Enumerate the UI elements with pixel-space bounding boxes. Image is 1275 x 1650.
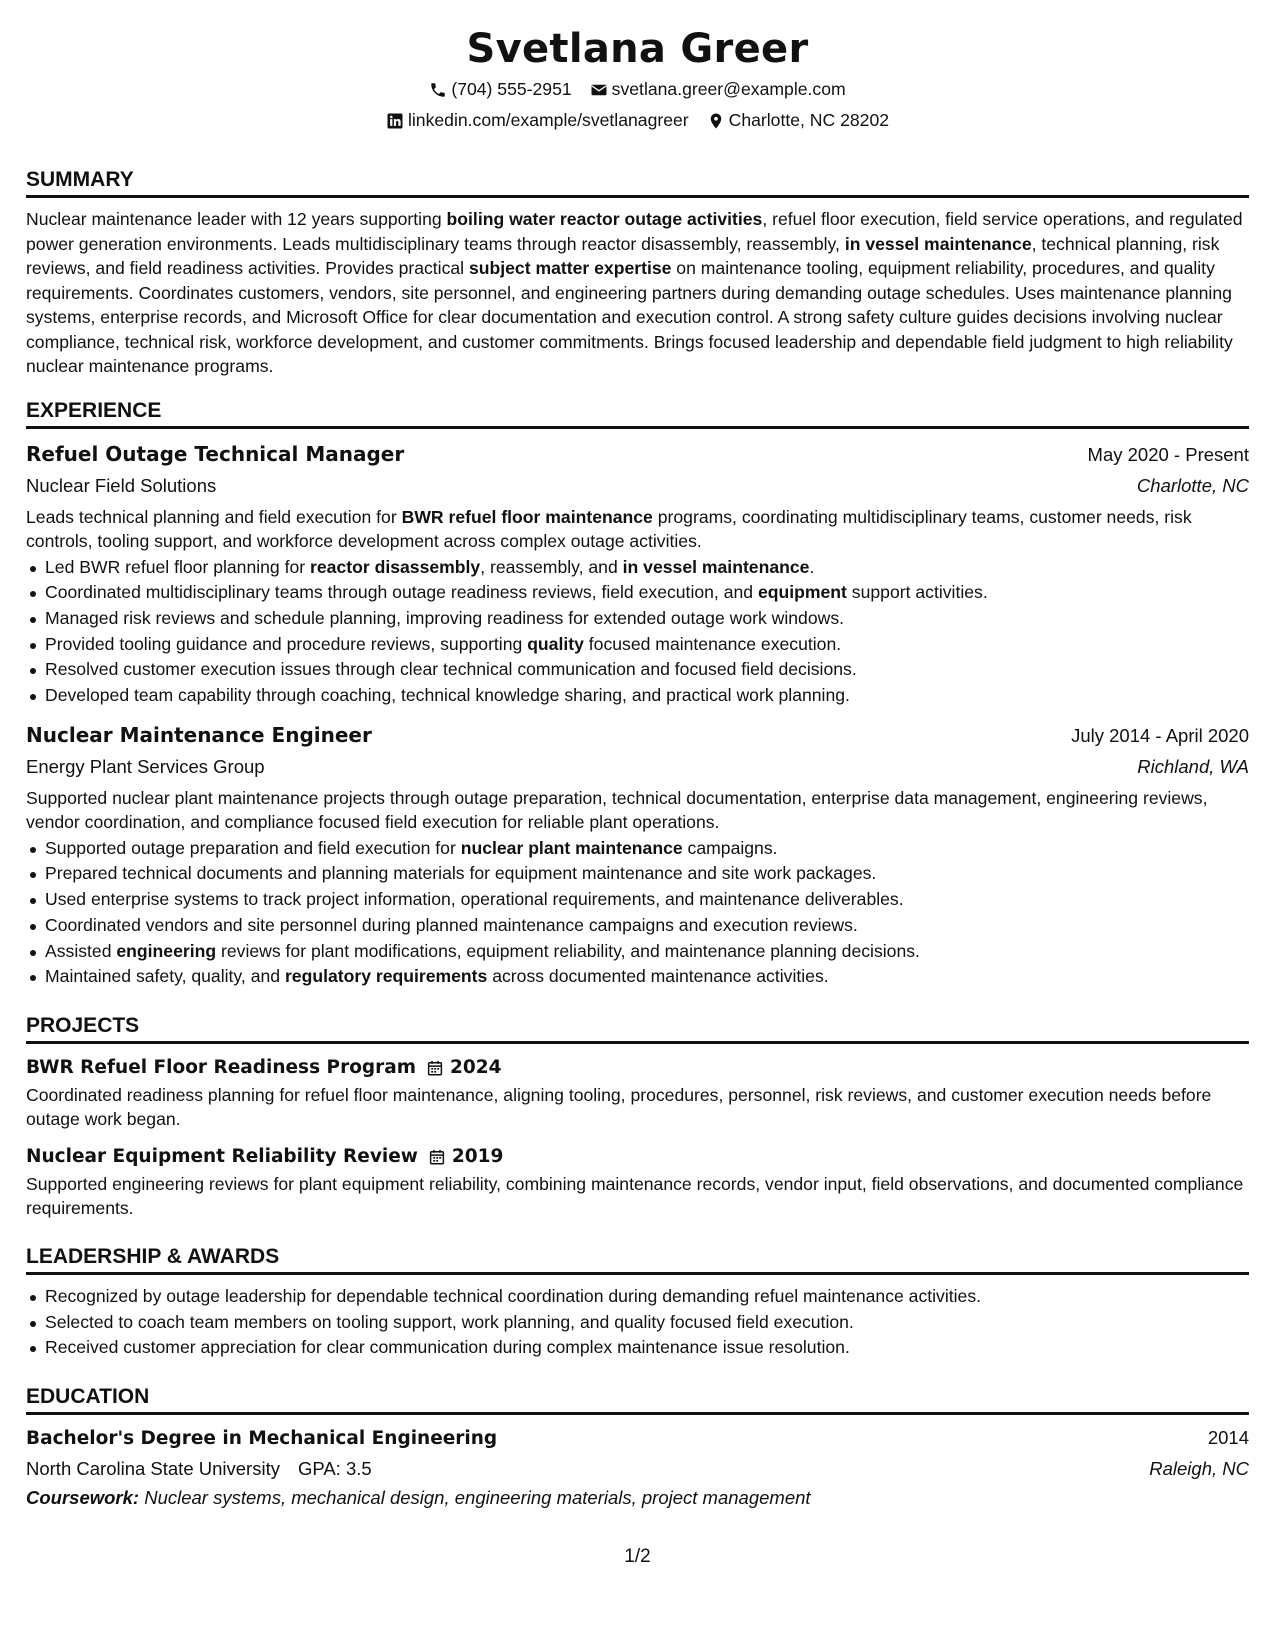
text-run: , reassembly, and [480, 556, 623, 577]
list-item [26, 887, 1249, 913]
phone-number: (704) 555-2951 [451, 79, 572, 99]
list-item [26, 913, 1249, 939]
phone-contact [429, 74, 571, 105]
project-description: Coordinated readiness planning for refuel floor maintenance, aligning tooling, procedures, personnel, risk reviews, and customer execution needs before outage work began. [26, 1084, 1212, 1130]
job-bullets [26, 836, 1249, 990]
contact-line-1 [26, 74, 1249, 105]
company-name: Energy Plant Services Group [26, 755, 265, 777]
envelope-icon [590, 81, 608, 99]
text-run: Prepared technical documents and planning materials for equipment maintenance and site work packages. [45, 863, 877, 884]
resume-header [26, 0, 1249, 136]
company-name: Nuclear Field Solutions [26, 474, 217, 496]
project-entry [26, 1142, 1249, 1221]
contact-line-2 [26, 105, 1249, 136]
text-run: support activities. [846, 582, 988, 603]
list-item [26, 606, 1249, 632]
text-run: Coordinated vendors and site personnel during planned maintenance campaigns and execution reviews. [45, 914, 858, 935]
job-location: Charlotte, NC [1136, 474, 1249, 496]
section-title-experience: EXPERIENCE [26, 398, 162, 422]
gpa: GPA: 3.5 [297, 1458, 372, 1480]
section-divider [26, 195, 1249, 198]
text-run: Developed team capability through coaching, technical knowledge sharing, and practical work planning. [45, 685, 850, 706]
section-title-education: EDUCATION [26, 1385, 150, 1409]
page-number: 1/2 [624, 1546, 651, 1567]
project-name: Nuclear Equipment Reliability Review [26, 1145, 418, 1167]
emphasis-text: regulatory requirements [284, 966, 488, 987]
section-title-leadership: LEADERSHIP & AWARDS [26, 1244, 280, 1268]
text-run: Resolved customer execution issues through clear technical communication and focused field decisions. [45, 659, 857, 680]
emphasis-text: equipment [757, 582, 847, 603]
summary-section [26, 154, 1249, 379]
text-run: on maintenance tooling, equipment reliability, procedures, and quality requirements. Coordinates customers, vendors, site personnel, and engineering partners during demanding outage schedules. Uses maintenance planning systems, enterprise records, and Microsoft Office for clear documentation and execution control. A strong safety culture guides decisions involving nuclear compliance, technical risk, workforce development, and customer commitments. Brings focused leadership and dependable field judgment to high reliability nuclear maintenance programs. [26, 258, 1233, 376]
text-run: Assisted [45, 940, 117, 961]
experience-section [26, 385, 1249, 990]
map-pin-icon [707, 112, 725, 130]
text-run: Maintained safety, quality, and [45, 966, 285, 987]
text-run: Managed risk reviews and schedule planning, improving readiness for extended outage work windows. [45, 607, 845, 628]
text-run: Nuclear maintenance leader with 12 years supporting [26, 209, 447, 229]
list-item [26, 939, 1249, 965]
job-description [26, 786, 1249, 835]
project-year: 2019 [451, 1145, 504, 1167]
text-run: across documented maintenance activities. [487, 966, 829, 987]
list-item: Received customer appreciation for clear communication during complex maintenance issue resolution. [26, 1335, 1249, 1361]
text-run: programs, coordinating multidisciplinary teams, customer needs, risk controls, tooling support, and workforce development across complex outage activities. [26, 506, 1192, 551]
email-address[interactable]: svetlana.greer@example.com [611, 79, 846, 99]
section-divider [26, 1412, 1249, 1415]
text-run: , technical planning, risk reviews, and field readiness activities. Provides practical [26, 233, 1220, 278]
list-item: Selected to coach team members on tooling support, work planning, and quality focused field execution. [26, 1310, 1249, 1336]
project-description: Supported engineering reviews for plant equipment reliability, combining maintenance records, vendor input, field observations, and documented compliance requirements. [26, 1173, 1244, 1219]
summary-text [26, 207, 1249, 379]
emphasis-text: quality [527, 633, 584, 654]
emphasis-text: subject matter expertise [468, 258, 672, 278]
project-name: BWR Refuel Floor Readiness Program [26, 1056, 417, 1078]
section-divider [26, 1041, 1249, 1044]
job-title: Nuclear Maintenance Engineer [26, 722, 372, 747]
section-divider [26, 1272, 1249, 1275]
text-run: campaigns. [682, 837, 778, 858]
text-run: Used enterprise systems to track project information, operational requirements, and maintenance deliverables. [45, 889, 904, 910]
coursework [26, 1484, 1249, 1512]
coursework-label: Coursework: [26, 1487, 140, 1509]
text-run: Coordinated multidisciplinary teams through outage readiness reviews, field execution, and [45, 582, 758, 603]
emphasis-text: nuclear plant maintenance [460, 837, 683, 858]
list-item [26, 632, 1249, 658]
emphasis-text: in vessel maintenance [622, 556, 810, 577]
text-run: focused maintenance execution. [583, 633, 842, 654]
emphasis-text: in vessel maintenance [844, 233, 1032, 254]
linkedin-contact[interactable] [386, 105, 689, 136]
graduation-year: 2014 [1207, 1427, 1249, 1449]
emphasis-text: boiling water reactor outage activities [446, 209, 763, 229]
text-run: . [809, 556, 815, 577]
section-divider [26, 426, 1249, 429]
job-description [26, 505, 1249, 554]
emphasis-text: BWR refuel floor maintenance [401, 506, 653, 527]
degree-name: Bachelor's Degree in Mechanical Engineering [26, 1428, 498, 1450]
text-run: reviews for plant modifications, equipment reliability, and maintenance planning decisions. [216, 940, 920, 961]
text-run: Supported outage preparation and field execution for [45, 837, 461, 858]
linkedin-url[interactable]: linkedin.com/example/svetlanagreer [407, 110, 689, 130]
list-item [26, 555, 1249, 581]
list-item [26, 580, 1249, 606]
email-contact[interactable] [590, 74, 846, 105]
projects-section [26, 1000, 1249, 1221]
coursework-list: Nuclear systems, mechanical design, engineering materials, project management [144, 1487, 811, 1509]
school-location: Raleigh, NC [1149, 1458, 1249, 1480]
education-section [26, 1371, 1249, 1512]
list-item [26, 657, 1249, 683]
location-text: Charlotte, NC 28202 [728, 110, 890, 130]
text-run: Led BWR refuel floor planning for [45, 556, 311, 577]
text-run: , refuel floor execution, field service operations, and regulated power generation environments. Leads multidisciplinary teams through reactor disassembly, reassembly, [26, 209, 1243, 254]
list-item [26, 861, 1249, 887]
section-title-summary: SUMMARY [26, 168, 134, 191]
job-entry [26, 438, 1249, 709]
project-year: 2024 [450, 1056, 502, 1078]
job-title: Refuel Outage Technical Manager [26, 441, 405, 466]
leadership-bullets [26, 1284, 1249, 1361]
school-name: North Carolina State University [26, 1458, 280, 1480]
list-item [26, 836, 1249, 862]
section-title-projects: PROJECTS [26, 1013, 140, 1037]
candidate-name: Svetlana Greer [466, 26, 809, 72]
calendar-icon [428, 1148, 446, 1166]
list-item [26, 964, 1249, 990]
leadership-section [26, 1231, 1249, 1361]
project-entry [26, 1053, 1249, 1132]
linkedin-icon [386, 112, 404, 130]
text-run: Provided tooling guidance and procedure reviews, supporting [45, 633, 528, 654]
phone-icon [429, 81, 447, 99]
job-dates: July 2014 - April 2020 [1071, 724, 1249, 746]
job-bullets [26, 555, 1249, 709]
text-run: Supported nuclear plant maintenance projects through outage preparation, technical documentation, enterprise data management, engineering reviews, vendor coordination, and compliance focused field execution for reliable plant operations. [26, 787, 1208, 833]
text-run: Leads technical planning and field execution for [26, 506, 402, 527]
emphasis-text: reactor disassembly [310, 556, 481, 577]
emphasis-text: engineering [116, 940, 217, 961]
list-item: Recognized by outage leadership for dependable technical coordination during demanding refuel maintenance activities. [26, 1284, 1249, 1310]
location-contact [707, 105, 889, 136]
job-location: Richland, WA [1137, 755, 1249, 777]
calendar-icon [426, 1059, 444, 1077]
job-dates: May 2020 - Present [1087, 443, 1249, 465]
list-item [26, 683, 1249, 709]
job-entry [26, 719, 1249, 990]
